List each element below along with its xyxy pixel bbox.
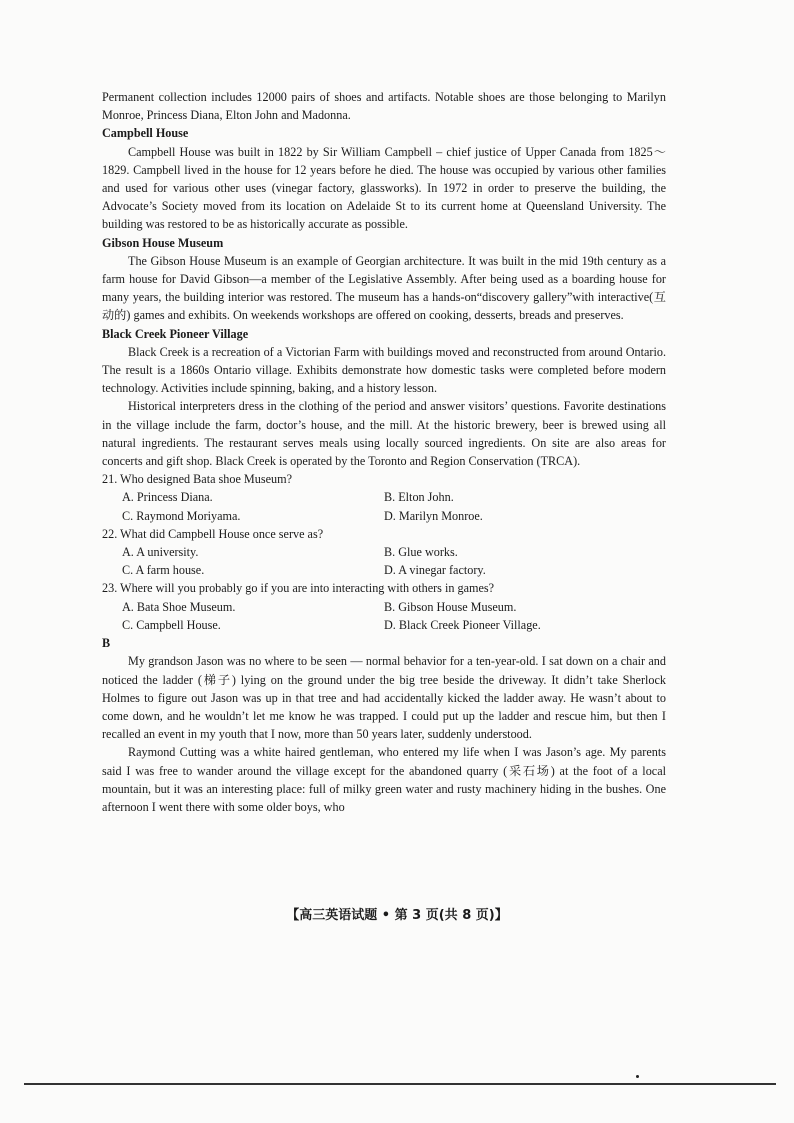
question-23 (102, 579, 666, 634)
option-c: C. A farm house. (122, 563, 205, 578)
option-c: C. Raymond Moriyama. (122, 508, 241, 523)
intro-paragraph: Permanent collection includes 12000 pairs of shoes and artifacts. Notable shoes are those belonging to Marilyn Monroe, Princess Diana, Elton John and Madonna. (102, 90, 666, 123)
question-stem: 22. What did Campbell House once serve as? (102, 526, 324, 541)
answer-options (122, 598, 666, 634)
section-heading-campbell-house: Campbell House (102, 126, 189, 141)
option-b: B. Gibson House Museum. (384, 599, 517, 614)
option-d: D. Marilyn Monroe. (384, 508, 483, 523)
option-b: B. Elton John. (384, 490, 454, 505)
answer-options (122, 488, 666, 524)
option-d: D. Black Creek Pioneer Village. (384, 617, 541, 632)
question-stem: 23. Where will you probably go if you are into interacting with others in games? (102, 581, 495, 596)
option-a: A. Princess Diana. (122, 490, 213, 505)
answer-options (122, 543, 666, 579)
option-b: B. Glue works. (384, 545, 458, 560)
option-a: A. A university. (122, 545, 199, 560)
option-c: C. Campbell House. (122, 617, 221, 632)
passage-b-paragraph-2: Raymond Cutting was a white haired gentleman, who entered my life when I was Jason’s age. My parents said I was free to wander around the village except for the abandoned quarry (采石场) at the foot of a local mountain, but it was an interesting place: full of milky green water and rusty machinery hiding in the bushes. One afternoon I went there with some older boys, who (102, 745, 666, 814)
section-heading-black-creek: Black Creek Pioneer Village (102, 326, 249, 341)
section-heading-gibson-house: Gibson House Museum (102, 235, 224, 250)
campbell-house-paragraph: Campbell House was built in 1822 by Sir William Campbell – chief justice of Upper Canada from 1825～1829. Campbell lived in the house for 12 years before he died. The house was occupied by various other families and used for various other uses (vinegar factory, glassworks). In 1972 in order to preserve the building, the Advocate’s Society moved from its location on Adelaide St to its current home at Queensland University. The building was restored to be as historically accurate as possible. (102, 144, 666, 232)
page-content (102, 88, 666, 816)
question-stem: 21. Who designed Bata shoe Museum? (102, 472, 293, 487)
option-a: A. Bata Shoe Museum. (122, 599, 236, 614)
section-b-label: B (102, 636, 111, 651)
question-21 (102, 470, 666, 525)
bottom-rule (24, 1083, 776, 1085)
gibson-house-paragraph: The Gibson House Museum is an example of Georgian architecture. It was built in the mid 19th century as a farm house for David Gibson—a member of the Legislative Assembly. After being used as a boarding house for many years, the building interior was restored. The museum has a hands-on“discovery gallery”with interactive(互动的) games and exhibits. On weekends workshops are offered on cooking, desserts, breads and preserves. (102, 253, 666, 323)
black-creek-paragraph-1: Black Creek is a recreation of a Victorian Farm with buildings moved and reconstructed from around Ontario. The result is a 1860s Ontario village. Exhibits demonstrate how domestic tasks were completed before modern technology. Activities include spinning, baking, and a history lesson. (102, 344, 666, 396)
page-footer: 【高三英语试题 • 第 3 页(共 8 页)】 (286, 908, 508, 923)
black-creek-paragraph-2: Historical interpreters dress in the clothing of the period and answer visitors’ questions. Favorite destinations in the village include the farm, doctor’s house, and the mill. At the historic brewery, beer is brewed using all natural ingredients. The restaurant serves meals using locally sourced ingredients. On site are also areas for concerts and gift shop. Black Creek is operated by the Toronto and Region Conservation (TRCA). (102, 399, 666, 469)
question-22 (102, 525, 666, 580)
passage-b-paragraph-1: My grandson Jason was no where to be seen — normal behavior for a ten-year-old. I sat down on a chair and noticed the ladder (梯子) lying on the ground under the big tree beside the driveway. It didn’t take Sherlock Holmes to figure out Jason was up in that tree and had accidentally kicked the ladder away. He wasn’t about to come down, and he wouldn’t let me know he was trapped. I could put up the ladder and rescue him, but then I recalled an event in my youth that I now, more than 50 years later, suddenly understood. (102, 654, 666, 742)
scan-speck (636, 1075, 639, 1078)
option-d: D. A vinegar factory. (384, 563, 486, 578)
